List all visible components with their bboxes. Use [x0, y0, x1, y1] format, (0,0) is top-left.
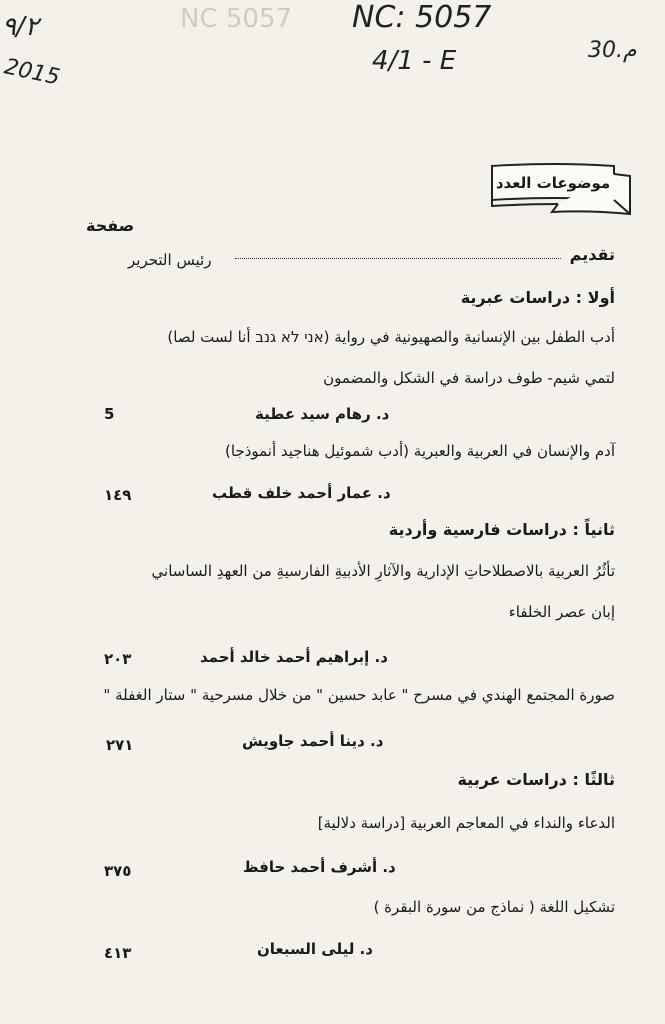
section-heading-persian: ثانياً : دراسات فارسية وأردية	[388, 520, 615, 539]
item-page: ٢٠٣	[104, 650, 132, 668]
item-title-line: أدب الطفل بين الإنسانية والصهيونية في رواية (אני לא גנב أنا لست لصا)	[167, 328, 615, 346]
item-author: د. إبراهيم أحمد خالد أحمد	[200, 648, 388, 666]
bleed-through: NC 5057	[180, 4, 293, 34]
item-author: د. رهام سيد عطية	[255, 405, 390, 423]
handwritten-number: ٩/٢	[2, 12, 39, 42]
section-number: أولا	[587, 288, 615, 307]
item-author: د. دينا أحمد جاويش	[242, 732, 384, 750]
item-author: د. ليلى السبعان	[257, 940, 373, 958]
handwritten-corner: 30.م	[588, 38, 637, 63]
item-title-line: آدم والإنسان في العربية والعبرية (أدب شموئيل هناجيد أنموذجا)	[225, 442, 615, 460]
handwritten-code: NC: 5057	[352, 0, 492, 35]
intro-leader	[235, 258, 561, 259]
item-author: د. أشرف أحمد حافظ	[243, 858, 396, 876]
item-title-line: لتمي شيم- طوف دراسة في الشكل والمضمون	[323, 369, 615, 387]
banner-label: موضوعات العدد	[495, 174, 611, 192]
section-title: دراسات عبرية	[460, 288, 571, 307]
item-page: ٣٧٥	[104, 862, 132, 880]
item-title-line: تشكيل اللغة ( نماذج من سورة البقرة )	[373, 898, 615, 916]
item-author: د. عمار أحمد خلف قطب	[212, 484, 391, 502]
item-title-line: الدعاء والنداء في المعاجم العربية [دراسة دلالية]	[317, 814, 615, 832]
item-title-line: صورة المجتمع الهندي في مسرح " عابد حسين " من خلال مسرحية " ستار الغفلة "	[103, 686, 615, 704]
section-number: ثانياً	[584, 520, 615, 539]
item-page: 5	[104, 405, 115, 423]
section-heading-arabic: ثالثًا : دراسات عربية	[457, 770, 615, 789]
item-page: ٤١٣	[104, 944, 132, 962]
page-column-header: صفحة	[86, 216, 135, 235]
item-page: ١٤٩	[104, 486, 132, 504]
intro-label: تقديم	[569, 245, 615, 264]
handwritten-year: 2015	[2, 54, 62, 91]
section-heading-hebrew: أولا : دراسات عبرية	[460, 288, 615, 307]
intro-author: رئيس التحرير	[128, 251, 212, 269]
section-title: دراسات عربية	[457, 770, 567, 789]
item-page: ٢٧١	[106, 736, 134, 754]
item-title-line: إبان عصر الخلفاء	[508, 603, 615, 621]
section-number: ثالثًا	[584, 770, 615, 789]
item-title-line: تأثُرُ العربية بالاصطلاحاتِ الإدارية والآثارِ الأدبيةِ الفارسيةِ من العهدِ الساساني	[151, 562, 615, 580]
section-title: دراسات فارسية وأردية	[388, 520, 567, 539]
handwritten-sub: 4/1 - E	[372, 46, 457, 76]
issue-banner	[488, 160, 634, 222]
